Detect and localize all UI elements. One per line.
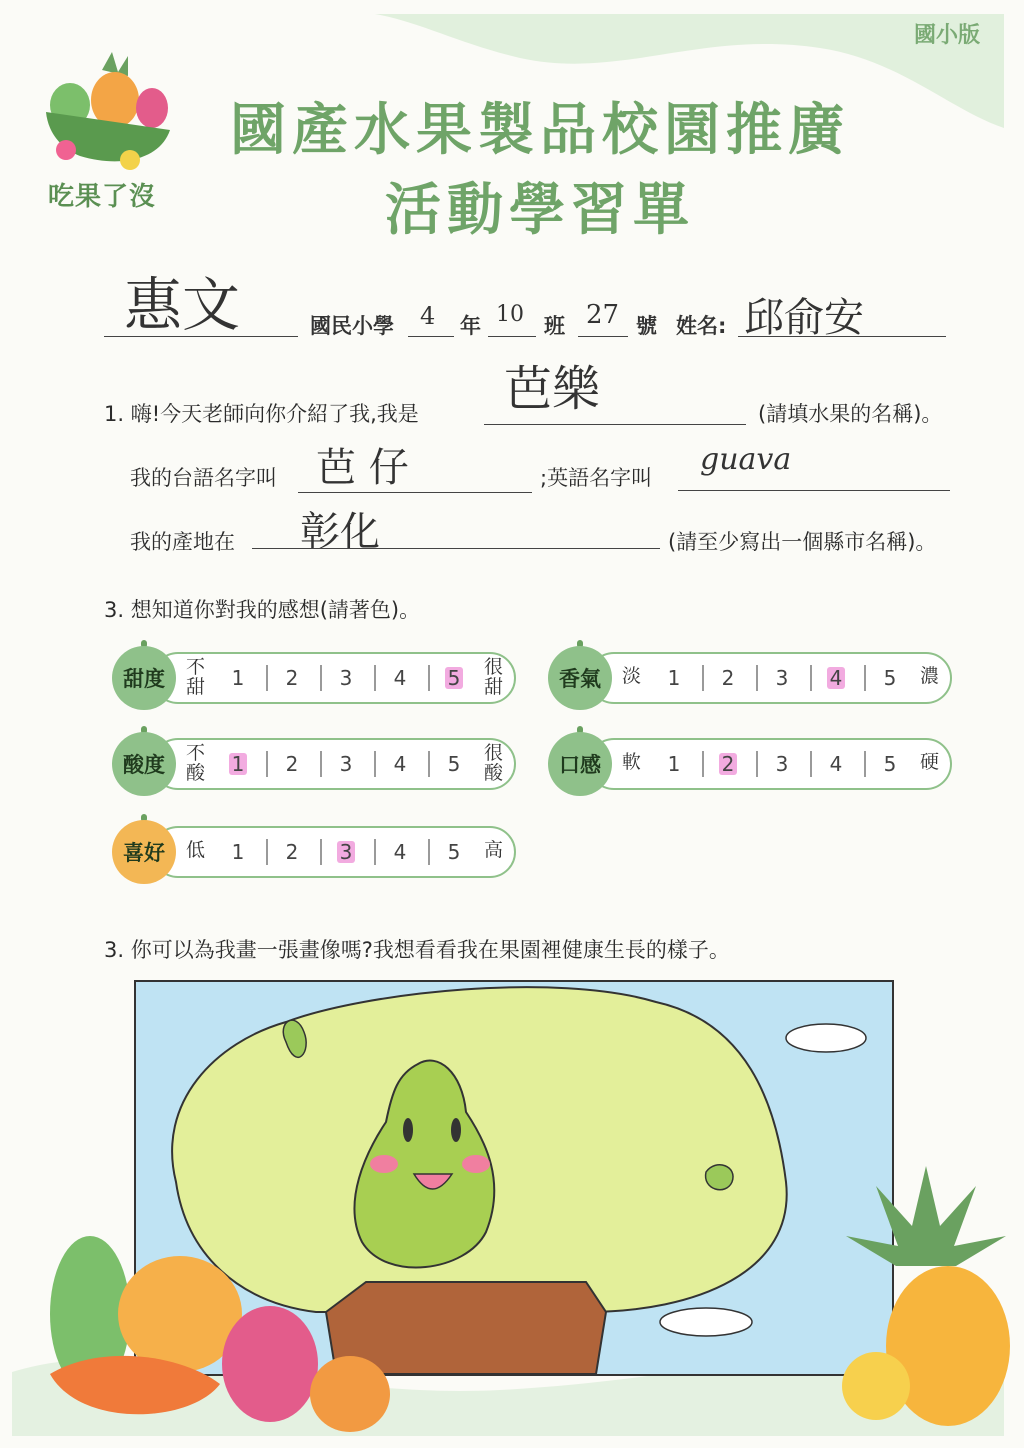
number-value: 27 — [586, 300, 620, 330]
rating-scale-3[interactable] — [152, 738, 516, 790]
scale-divider — [810, 665, 812, 691]
scale-option-3[interactable]: 3 — [775, 752, 789, 776]
scale-high-label: 硬 — [920, 751, 940, 773]
scale-option-2[interactable]: 2 — [285, 752, 299, 776]
scale-divider — [320, 839, 322, 865]
scale-divider — [864, 665, 866, 691]
grade-value: 4 — [420, 302, 436, 330]
scale-high-label: 濃 — [920, 665, 940, 687]
school-name-value: 惠文 — [124, 271, 241, 339]
scale-option-5[interactable]: 5 — [883, 752, 897, 776]
class-line — [488, 336, 536, 337]
scale-option-5[interactable]: 5 — [447, 752, 461, 776]
rating-scale-5[interactable] — [152, 826, 516, 878]
scale-option-1[interactable]: 1 — [231, 752, 245, 776]
scale-option-3[interactable]: 3 — [339, 666, 353, 690]
scale-divider — [756, 665, 758, 691]
scale-divider — [266, 839, 268, 865]
scale-label-1: 甜度 — [112, 646, 176, 710]
scale-divider — [702, 751, 704, 777]
taiwanese-name-value: 芭 仔 — [316, 445, 409, 491]
scale-divider — [374, 839, 376, 865]
scale-label-2: 香氣 — [548, 646, 612, 710]
scale-option-5[interactable]: 5 — [447, 666, 461, 690]
scale-option-4[interactable]: 4 — [393, 840, 407, 864]
decorative-fruits-left-icon — [20, 1224, 400, 1438]
scale-divider — [428, 665, 430, 691]
rating-scale-4[interactable] — [588, 738, 952, 790]
school-name-line — [104, 336, 298, 337]
scale-high-label: 高 — [484, 839, 504, 861]
number-line — [578, 336, 628, 337]
scale-option-2[interactable]: 2 — [285, 666, 299, 690]
fruit-name-line — [484, 424, 746, 425]
scale-option-3[interactable]: 3 — [339, 752, 353, 776]
grade-line — [408, 336, 454, 337]
scale-option-2[interactable]: 2 — [721, 666, 735, 690]
rating-scale-1[interactable] — [152, 652, 516, 704]
scale-option-3[interactable]: 3 — [339, 840, 353, 864]
school-suffix-label: 國民小學 — [310, 314, 394, 338]
scale-high-label: 很 酸 — [484, 742, 504, 784]
scale-label-4: 口感 — [548, 732, 612, 796]
scale-option-4[interactable]: 4 — [393, 752, 407, 776]
origin-value: 彰化 — [300, 509, 380, 555]
edition-label: 國小版 — [914, 23, 981, 48]
number-label: 號 — [636, 314, 657, 338]
scale-divider — [428, 839, 430, 865]
scale-low-label: 不 甜 — [186, 656, 206, 698]
scale-option-2[interactable]: 2 — [721, 752, 735, 776]
scale-low-label: 低 — [186, 839, 206, 861]
scale-option-2[interactable]: 2 — [285, 840, 299, 864]
origin-hint: (請至少寫出一個縣市名稱)。 — [668, 530, 937, 554]
scale-divider — [266, 665, 268, 691]
taiwanese-line — [298, 492, 532, 493]
scale-divider — [374, 751, 376, 777]
grade-label: 年 — [460, 314, 481, 338]
rating-scale-2[interactable] — [588, 652, 952, 704]
scale-option-3[interactable]: 3 — [775, 666, 789, 690]
name-line — [738, 336, 946, 337]
logo-text: 吃果了沒 — [48, 182, 157, 212]
origin-line — [252, 548, 660, 549]
taiwanese-label: 我的台語名字叫 — [130, 466, 277, 490]
scale-option-1[interactable]: 1 — [667, 752, 681, 776]
q3-title: 3. 你可以為我畫一張畫像嗎?我想看看我在果園裡健康生長的樣子。 — [104, 938, 730, 962]
scale-divider — [756, 751, 758, 777]
scale-divider — [810, 751, 812, 777]
scale-option-4[interactable]: 4 — [393, 666, 407, 690]
origin-label: 我的產地在 — [130, 530, 235, 554]
scale-option-4[interactable]: 4 — [829, 752, 843, 776]
scale-option-1[interactable]: 1 — [667, 666, 681, 690]
scale-label-3: 酸度 — [112, 732, 176, 796]
q2-title: 3. 想知道你對我的感想(請著色)。 — [104, 598, 421, 622]
student-name-value: 邱俞安 — [744, 295, 864, 341]
english-name-value: guava — [700, 442, 792, 477]
scale-low-label: 淡 — [622, 665, 642, 687]
scale-option-5[interactable]: 5 — [883, 666, 897, 690]
scale-low-label: 不 酸 — [186, 742, 206, 784]
scale-option-1[interactable]: 1 — [231, 840, 245, 864]
scale-divider — [374, 665, 376, 691]
english-line — [678, 490, 950, 491]
class-label: 班 — [544, 314, 565, 338]
name-label: 姓名: — [676, 314, 727, 338]
scale-option-5[interactable]: 5 — [447, 840, 461, 864]
title-line-1: 國產水果製品校園推廣 — [230, 98, 850, 163]
scale-option-4[interactable]: 4 — [829, 666, 843, 690]
english-label: ;英語名字叫 — [540, 466, 653, 490]
decorative-pineapple-icon — [836, 1166, 1014, 1436]
scale-low-label: 軟 — [622, 751, 642, 773]
scale-divider — [864, 751, 866, 777]
q1-prefix: 1. 嗨!今天老師向你介紹了我,我是 — [104, 402, 419, 426]
scale-label-5: 喜好 — [112, 820, 176, 884]
q1-hint: (請填水果的名稱)。 — [758, 402, 943, 426]
class-value: 10 — [496, 302, 524, 327]
scale-divider — [266, 751, 268, 777]
scale-divider — [320, 751, 322, 777]
scale-divider — [702, 665, 704, 691]
scale-divider — [428, 751, 430, 777]
title-line-2: 活動學習單 — [385, 178, 695, 243]
scale-high-label: 很 甜 — [484, 656, 504, 698]
fruit-name-value: 芭樂 — [504, 361, 601, 417]
scale-divider — [320, 665, 322, 691]
scale-option-1[interactable]: 1 — [231, 666, 245, 690]
